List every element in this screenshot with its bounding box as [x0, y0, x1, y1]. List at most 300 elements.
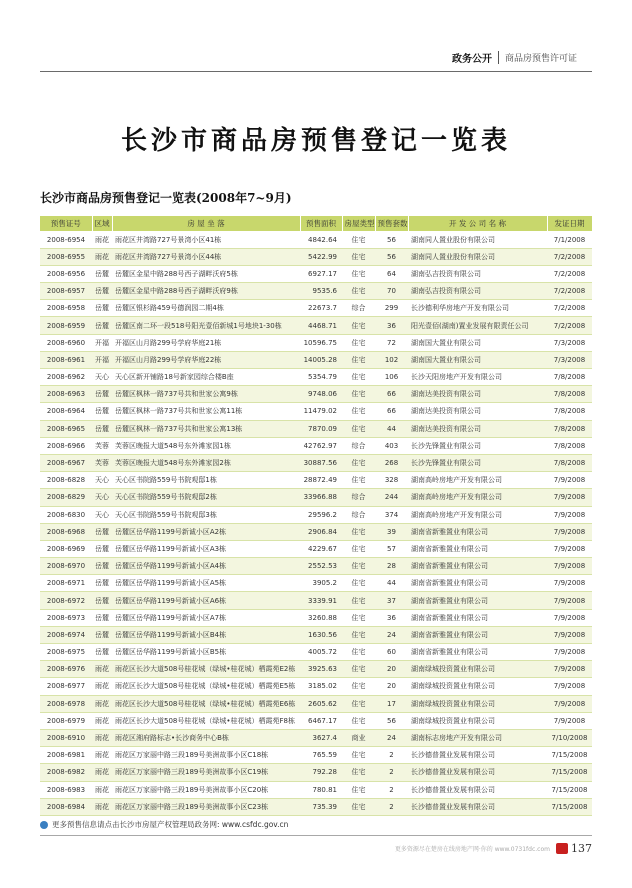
info-bullet-icon	[40, 821, 48, 829]
cell-developer: 湖南高岭房地产开发有限公司	[408, 489, 547, 506]
cell-area: 2552.53	[300, 558, 342, 575]
bottom-rule	[40, 835, 592, 836]
table-body	[40, 231, 592, 815]
cell-address: 开福区山月路299号学府华庭22栋	[112, 351, 300, 368]
cell-permit-no: 2008-6964	[40, 403, 92, 420]
table-row	[40, 575, 592, 592]
table-row	[40, 798, 592, 815]
cell-permit-no: 2008-6954	[40, 231, 92, 248]
col-header: 预售证号	[40, 216, 92, 231]
cell-units: 20	[375, 661, 408, 678]
cell-developer: 湖南达美投资有限公司	[408, 386, 547, 403]
cell-address: 岳麓区银杉路459号德润园二期4栋	[112, 300, 300, 317]
table-row	[40, 248, 592, 265]
cell-area: 11479.02	[300, 403, 342, 420]
page-number: 137	[571, 842, 592, 855]
cell-permit-no: 2008-6960	[40, 334, 92, 351]
cell-area: 4229.67	[300, 540, 342, 557]
cell-address: 岳麓区金星中路288号西子湖畔沃府9栋	[112, 283, 300, 300]
cell-units: 56	[375, 248, 408, 265]
cell-district: 岳麓	[92, 558, 112, 575]
cell-permit-no: 2008-6910	[40, 729, 92, 746]
table-title: 长沙市商品房预售登记一览表(2008年7~9月)	[40, 191, 292, 205]
table-row	[40, 506, 592, 523]
cell-units: 72	[375, 334, 408, 351]
cell-developer: 湖南国大置业有限公司	[408, 334, 547, 351]
table-row	[40, 747, 592, 764]
cell-permit-no: 2008-6957	[40, 283, 92, 300]
footer-note	[40, 819, 288, 830]
cell-developer: 湖南高岭房地产开发有限公司	[408, 472, 547, 489]
table-row	[40, 489, 592, 506]
cell-address: 雨花区长沙大道508号桂花城（绿城•桂花城）栖霞苑E6栋	[112, 695, 300, 712]
cell-district: 雨花	[92, 798, 112, 815]
cell-address: 岳麓区枫林一路737号共和世家公寓11栋	[112, 403, 300, 420]
cell-type: 住宅	[342, 472, 375, 489]
cell-developer: 长沙德普置业发展有限公司	[408, 798, 547, 815]
cell-issue-date: 7/9/2008	[547, 523, 592, 540]
cell-type: 综合	[342, 300, 375, 317]
cell-developer: 湖南绿城投资置业有限公司	[408, 712, 547, 729]
cell-units: 56	[375, 231, 408, 248]
cell-permit-no: 2008-6984	[40, 798, 92, 815]
table-row	[40, 661, 592, 678]
header-divider	[498, 51, 499, 64]
cell-units: 66	[375, 386, 408, 403]
cell-permit-no: 2008-6829	[40, 489, 92, 506]
table-row	[40, 300, 592, 317]
col-header: 预售套数	[375, 216, 408, 231]
cell-permit-no: 2008-6958	[40, 300, 92, 317]
cell-address: 岳麓区岳华路1199号新诚小区A3栋	[112, 540, 300, 557]
cell-units: 17	[375, 695, 408, 712]
cell-area: 33966.88	[300, 489, 342, 506]
cell-area: 29596.2	[300, 506, 342, 523]
cell-district: 天心	[92, 506, 112, 523]
cell-area: 3185.02	[300, 678, 342, 695]
table-row	[40, 283, 592, 300]
cell-area: 4005.72	[300, 644, 342, 661]
table-row	[40, 369, 592, 386]
cell-developer: 湖南国大置业有限公司	[408, 351, 547, 368]
cell-type: 住宅	[342, 678, 375, 695]
cell-developer: 湖南绿城投资置业有限公司	[408, 678, 547, 695]
cell-issue-date: 7/9/2008	[547, 506, 592, 523]
table-row	[40, 472, 592, 489]
cell-area: 7870.09	[300, 420, 342, 437]
page-footer	[395, 842, 592, 855]
cell-type: 住宅	[342, 351, 375, 368]
cell-area: 2906.84	[300, 523, 342, 540]
cell-units: 2	[375, 798, 408, 815]
table-row	[40, 334, 592, 351]
cell-permit-no: 2008-6978	[40, 695, 92, 712]
table-row	[40, 420, 592, 437]
cell-issue-date: 7/9/2008	[547, 489, 592, 506]
cell-area: 792.28	[300, 764, 342, 781]
cell-district: 岳麓	[92, 644, 112, 661]
section-label: 政务公开	[452, 53, 492, 65]
cell-district: 雨花	[92, 712, 112, 729]
cell-permit-no: 2008-6979	[40, 712, 92, 729]
cell-district: 岳麓	[92, 540, 112, 557]
cell-issue-date: 7/15/2008	[547, 764, 592, 781]
cell-permit-no: 2008-6972	[40, 592, 92, 609]
cell-district: 雨花	[92, 678, 112, 695]
cell-district: 雨花	[92, 248, 112, 265]
cell-address: 雨花区万家丽中路三段189号美洲故事小区C18栋	[112, 747, 300, 764]
watermark-text: 更多资源尽在楚房在线房地产网·你的 www.0731fdc.com	[394, 846, 550, 853]
cell-address: 开福区山月路299号学府华庭21栋	[112, 334, 300, 351]
cell-type: 住宅	[342, 403, 375, 420]
cell-address: 天心区书院路559号书院观邸1栋	[112, 472, 300, 489]
cell-issue-date: 7/1/2008	[547, 231, 592, 248]
col-header: 房屋类型	[342, 216, 375, 231]
table-row	[40, 317, 592, 334]
cell-developer: 湖南标志房地产开发有限公司	[408, 729, 547, 746]
cell-developer: 湖南省新雅置业有限公司	[408, 644, 547, 661]
cell-type: 住宅	[342, 695, 375, 712]
cell-developer: 湖南绿城投资置业有限公司	[408, 695, 547, 712]
cell-developer: 长沙德普置业发展有限公司	[408, 764, 547, 781]
cell-developer: 湖南省新雅置业有限公司	[408, 626, 547, 643]
cell-units: 24	[375, 729, 408, 746]
cell-units: 70	[375, 283, 408, 300]
cell-type: 住宅	[342, 231, 375, 248]
cell-district: 雨花	[92, 661, 112, 678]
cell-type: 住宅	[342, 644, 375, 661]
cell-permit-no: 2008-6967	[40, 454, 92, 471]
cell-district: 岳麓	[92, 403, 112, 420]
cell-area: 28872.49	[300, 472, 342, 489]
cell-issue-date: 7/9/2008	[547, 472, 592, 489]
cell-district: 岳麓	[92, 283, 112, 300]
cell-address: 雨花区长沙大道508号桂花城（绿城•桂花城）栖霞苑F8栋	[112, 712, 300, 729]
cell-district: 雨花	[92, 231, 112, 248]
cell-issue-date: 7/9/2008	[547, 626, 592, 643]
cell-area: 5422.99	[300, 248, 342, 265]
cell-district: 天心	[92, 489, 112, 506]
cell-permit-no: 2008-6955	[40, 248, 92, 265]
cell-developer: 湖南同人置业股份有限公司	[408, 248, 547, 265]
cell-address: 雨花区湘府路标志•长沙商务中心B栋	[112, 729, 300, 746]
cell-permit-no: 2008-6963	[40, 386, 92, 403]
cell-type: 住宅	[342, 420, 375, 437]
cell-developer: 湖南省新雅置业有限公司	[408, 575, 547, 592]
cell-developer: 湖南高岭房地产开发有限公司	[408, 506, 547, 523]
cell-area: 22673.7	[300, 300, 342, 317]
cell-issue-date: 7/9/2008	[547, 712, 592, 729]
cell-type: 住宅	[342, 609, 375, 626]
cell-district: 岳麓	[92, 420, 112, 437]
cell-address: 岳麓区金星中路288号西子湖畔沃府5栋	[112, 265, 300, 282]
cell-area: 735.39	[300, 798, 342, 815]
cell-area: 765.59	[300, 747, 342, 764]
cell-district: 岳麓	[92, 265, 112, 282]
cell-issue-date: 7/2/2008	[547, 248, 592, 265]
cell-developer: 长沙德普置业发展有限公司	[408, 781, 547, 798]
cell-permit-no: 2008-6983	[40, 781, 92, 798]
cell-issue-date: 7/3/2008	[547, 334, 592, 351]
cell-address: 岳麓区枫林一路737号共和世家公寓9栋	[112, 386, 300, 403]
table-row	[40, 540, 592, 557]
cell-units: 66	[375, 403, 408, 420]
cell-type: 住宅	[342, 764, 375, 781]
cell-area: 4468.71	[300, 317, 342, 334]
cell-type: 住宅	[342, 369, 375, 386]
cell-area: 6467.17	[300, 712, 342, 729]
cell-address: 天心区书院路559号书院观邸3栋	[112, 506, 300, 523]
cell-units: 299	[375, 300, 408, 317]
table-row	[40, 609, 592, 626]
cell-permit-no: 2008-6975	[40, 644, 92, 661]
cell-area: 3627.4	[300, 729, 342, 746]
table-row	[40, 712, 592, 729]
cell-developer: 湖南弘吉投资有限公司	[408, 265, 547, 282]
col-header: 开 发 公 司 名 称	[408, 216, 547, 231]
cell-type: 住宅	[342, 575, 375, 592]
cell-developer: 湖南达美投资有限公司	[408, 420, 547, 437]
cell-type: 住宅	[342, 317, 375, 334]
cell-units: 2	[375, 764, 408, 781]
table-row	[40, 695, 592, 712]
table-row	[40, 437, 592, 454]
cell-issue-date: 7/15/2008	[547, 798, 592, 815]
cell-area: 2605.62	[300, 695, 342, 712]
cell-units: 64	[375, 265, 408, 282]
cell-area: 14005.28	[300, 351, 342, 368]
cell-developer: 长沙德普置业发展有限公司	[408, 747, 547, 764]
table-row	[40, 523, 592, 540]
cell-district: 雨花	[92, 729, 112, 746]
cell-developer: 湖南弘吉投资有限公司	[408, 283, 547, 300]
cell-developer: 湖南省新雅置业有限公司	[408, 523, 547, 540]
cell-district: 雨花	[92, 781, 112, 798]
cell-address: 岳麓区枫林一路737号共和世家公寓13栋	[112, 420, 300, 437]
cell-units: 268	[375, 454, 408, 471]
cell-permit-no: 2008-6973	[40, 609, 92, 626]
house-logo-icon	[556, 843, 568, 854]
cell-issue-date: 7/10/2008	[547, 729, 592, 746]
table-row	[40, 386, 592, 403]
cell-district: 雨花	[92, 747, 112, 764]
table-row	[40, 781, 592, 798]
cell-type: 住宅	[342, 798, 375, 815]
cell-address: 雨花区万家丽中路三段189号美洲故事小区C19栋	[112, 764, 300, 781]
cell-issue-date: 7/9/2008	[547, 609, 592, 626]
cell-area: 780.81	[300, 781, 342, 798]
table-row	[40, 626, 592, 643]
cell-units: 44	[375, 575, 408, 592]
cell-address: 天心区书院路559号书院观邸2栋	[112, 489, 300, 506]
cell-address: 雨花区井湾路727号景湾小区41栋	[112, 231, 300, 248]
cell-units: 60	[375, 644, 408, 661]
cell-developer: 长沙德利华房地产开发有限公司	[408, 300, 547, 317]
cell-area: 1630.56	[300, 626, 342, 643]
cell-district: 岳麓	[92, 386, 112, 403]
cell-units: 57	[375, 540, 408, 557]
cell-permit-no: 2008-6971	[40, 575, 92, 592]
cell-district: 开福	[92, 334, 112, 351]
cell-issue-date: 7/8/2008	[547, 386, 592, 403]
cell-developer: 长沙天阳房地产开发有限公司	[408, 369, 547, 386]
cell-district: 芙蓉	[92, 454, 112, 471]
table-row	[40, 729, 592, 746]
cell-type: 住宅	[342, 265, 375, 282]
cell-district: 岳麓	[92, 609, 112, 626]
table-row	[40, 644, 592, 661]
cell-units: 374	[375, 506, 408, 523]
cell-issue-date: 7/9/2008	[547, 678, 592, 695]
cell-permit-no: 2008-6969	[40, 540, 92, 557]
cell-type: 住宅	[342, 454, 375, 471]
cell-units: 2	[375, 747, 408, 764]
top-rule	[40, 71, 592, 72]
cell-permit-no: 2008-6974	[40, 626, 92, 643]
cell-issue-date: 7/15/2008	[547, 747, 592, 764]
cell-area: 4842.64	[300, 231, 342, 248]
cell-type: 住宅	[342, 523, 375, 540]
cell-issue-date: 7/2/2008	[547, 300, 592, 317]
cell-area: 6927.17	[300, 265, 342, 282]
cell-type: 住宅	[342, 558, 375, 575]
cell-type: 住宅	[342, 386, 375, 403]
cell-district: 雨花	[92, 695, 112, 712]
cell-units: 20	[375, 678, 408, 695]
cell-permit-no: 2008-6956	[40, 265, 92, 282]
cell-address: 岳麓区岳华路1199号新诚小区A7栋	[112, 609, 300, 626]
cell-developer: 长沙先锋置业有限公司	[408, 454, 547, 471]
cell-developer: 长沙先锋置业有限公司	[408, 437, 547, 454]
cell-issue-date: 7/9/2008	[547, 695, 592, 712]
cell-developer: 湖南省新雅置业有限公司	[408, 558, 547, 575]
cell-units: 36	[375, 609, 408, 626]
cell-permit-no: 2008-6965	[40, 420, 92, 437]
cell-address: 岳麓区岳华路1199号新诚小区A2栋	[112, 523, 300, 540]
cell-area: 3905.2	[300, 575, 342, 592]
cell-permit-no: 2008-6982	[40, 764, 92, 781]
cell-permit-no: 2008-6970	[40, 558, 92, 575]
table-row	[40, 454, 592, 471]
cell-type: 住宅	[342, 747, 375, 764]
cell-developer: 湖南省新雅置业有限公司	[408, 609, 547, 626]
cell-issue-date: 7/9/2008	[547, 592, 592, 609]
col-header: 发证日期	[547, 216, 592, 231]
cell-district: 岳麓	[92, 317, 112, 334]
cell-developer: 湖南达美投资有限公司	[408, 403, 547, 420]
table-row	[40, 403, 592, 420]
cell-type: 住宅	[342, 540, 375, 557]
cell-units: 403	[375, 437, 408, 454]
cell-developer: 湖南绿城投资置业有限公司	[408, 661, 547, 678]
col-header: 区域	[92, 216, 112, 231]
cell-developer: 湖南省新雅置业有限公司	[408, 540, 547, 557]
cell-type: 住宅	[342, 661, 375, 678]
cell-permit-no: 2008-6977	[40, 678, 92, 695]
cell-developer: 湖南同人置业股份有限公司	[408, 231, 547, 248]
cell-units: 2	[375, 781, 408, 798]
cell-issue-date: 7/9/2008	[547, 575, 592, 592]
cell-address: 雨花区长沙大道508号桂花城（绿城•桂花城）栖霞苑E5栋	[112, 678, 300, 695]
cell-type: 住宅	[342, 592, 375, 609]
cell-area: 5354.79	[300, 369, 342, 386]
cell-address: 雨花区长沙大道508号桂花城（绿城•桂花城）栖霞苑E2栋	[112, 661, 300, 678]
cell-district: 天心	[92, 472, 112, 489]
cell-units: 328	[375, 472, 408, 489]
cell-permit-no: 2008-6962	[40, 369, 92, 386]
cell-permit-no: 2008-6966	[40, 437, 92, 454]
cell-units: 106	[375, 369, 408, 386]
cell-address: 岳麓区岳华路1199号新诚小区B4栋	[112, 626, 300, 643]
footer-note-text[interactable]: 更多预售信息请点击长沙市房屋产权管理局政务网: www.csfdc.gov.cn	[52, 820, 289, 829]
cell-address: 雨花区万家丽中路三段189号美洲故事小区C23栋	[112, 798, 300, 815]
cell-issue-date: 7/9/2008	[547, 540, 592, 557]
cell-type: 综合	[342, 489, 375, 506]
cell-area: 9748.06	[300, 386, 342, 403]
cell-area: 3925.63	[300, 661, 342, 678]
cell-issue-date: 7/15/2008	[547, 781, 592, 798]
cell-area: 30887.56	[300, 454, 342, 471]
cell-type: 住宅	[342, 248, 375, 265]
cell-address: 雨花区万家丽中路三段189号美洲故事小区C20栋	[112, 781, 300, 798]
section-header	[452, 46, 590, 68]
cell-issue-date: 7/9/2008	[547, 644, 592, 661]
cell-district: 开福	[92, 351, 112, 368]
cell-issue-date: 7/2/2008	[547, 317, 592, 334]
cell-units: 36	[375, 317, 408, 334]
table-row	[40, 764, 592, 781]
cell-district: 雨花	[92, 764, 112, 781]
cell-units: 102	[375, 351, 408, 368]
cell-permit-no: 2008-6981	[40, 747, 92, 764]
cell-area: 3260.88	[300, 609, 342, 626]
subsection-label: 商品房预售许可证	[505, 53, 578, 64]
cell-permit-no: 2008-6961	[40, 351, 92, 368]
table-row	[40, 678, 592, 695]
cell-address: 岳麓区南二环一段518号阳光壹佰新城1号地块1-30栋	[112, 317, 300, 334]
cell-issue-date: 7/8/2008	[547, 437, 592, 454]
cell-address: 芙蓉区晚报大道548号东外滩家园1栋	[112, 437, 300, 454]
cell-developer: 湖南省新雅置业有限公司	[408, 592, 547, 609]
cell-area: 3339.91	[300, 592, 342, 609]
page-title: 长沙市商品房预售登记一览表	[120, 126, 511, 156]
cell-issue-date: 7/2/2008	[547, 265, 592, 282]
cell-permit-no: 2008-6959	[40, 317, 92, 334]
cell-district: 岳麓	[92, 626, 112, 643]
cell-type: 住宅	[342, 334, 375, 351]
cell-units: 24	[375, 626, 408, 643]
col-header: 预售面积	[300, 216, 342, 231]
cell-units: 37	[375, 592, 408, 609]
cell-type: 住宅	[342, 712, 375, 729]
cell-type: 综合	[342, 437, 375, 454]
cell-type: 住宅	[342, 781, 375, 798]
cell-units: 28	[375, 558, 408, 575]
cell-units: 44	[375, 420, 408, 437]
col-header: 房 屋 坐 落	[112, 216, 300, 231]
cell-area: 42762.97	[300, 437, 342, 454]
table-row	[40, 231, 592, 248]
cell-issue-date: 7/3/2008	[547, 351, 592, 368]
cell-type: 住宅	[342, 283, 375, 300]
cell-address: 岳麓区岳华路1199号新诚小区A5栋	[112, 575, 300, 592]
cell-issue-date: 7/9/2008	[547, 558, 592, 575]
cell-type: 综合	[342, 506, 375, 523]
cell-issue-date: 7/8/2008	[547, 369, 592, 386]
cell-issue-date: 7/2/2008	[547, 283, 592, 300]
table-row	[40, 351, 592, 368]
cell-type: 住宅	[342, 626, 375, 643]
